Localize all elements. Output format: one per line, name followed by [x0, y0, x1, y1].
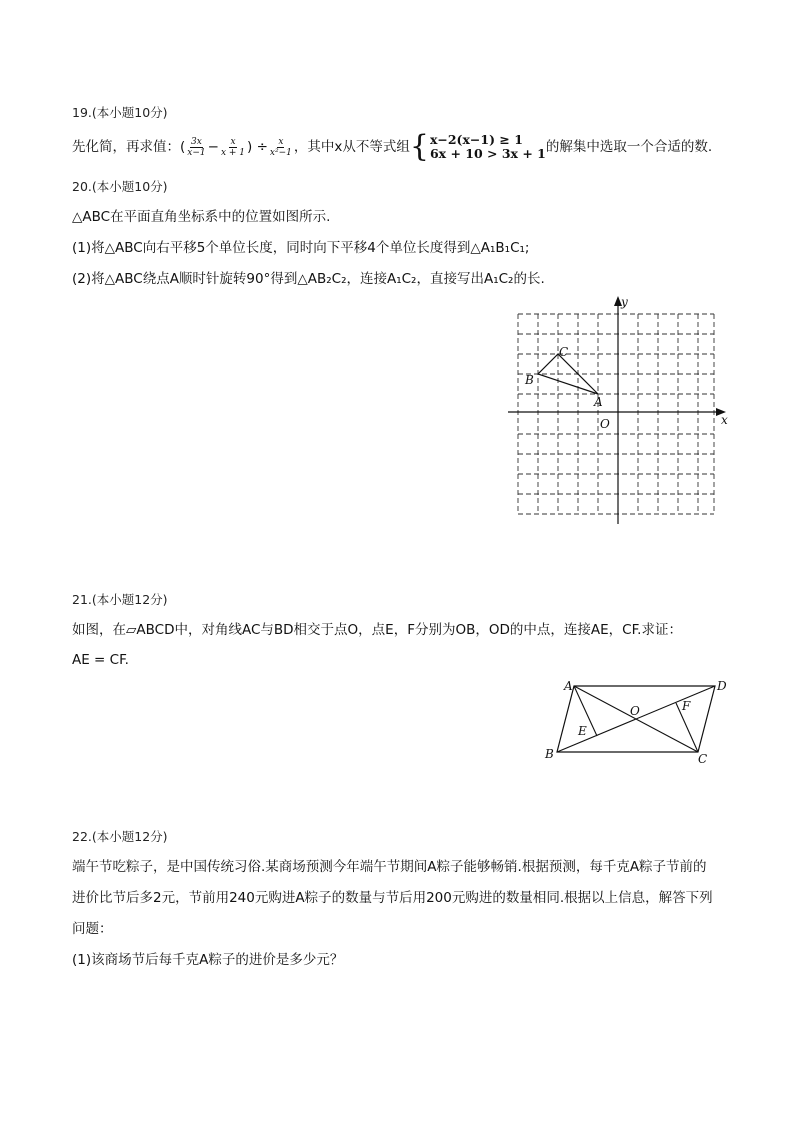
q19-frac1-den: x−1	[187, 147, 206, 158]
q19-close-div: ) ÷	[247, 139, 268, 155]
point-c-label: C	[698, 752, 708, 766]
point-c-label: C	[559, 345, 569, 359]
q20-line3: (2)将△ABC绕点A顺时针旋转90°得到△AB₂C₂，连接A₁C₂，直接写出A₁C₂的长.	[72, 271, 545, 287]
q22-line2: 进价比节后多2元，节前用240元购进A粽子的数量与节后用200元购进的数量相同.根据以上信息，解答下列	[72, 890, 713, 906]
q19-suffix: 的解集中选取一个合适的数.	[545, 139, 713, 155]
q19-frac2-num: x	[230, 136, 236, 147]
q19-inequality-1: x−2(x−1) ≥ 1	[429, 132, 523, 147]
q19-inequality-2: 6x + 10 > 3x + 1	[429, 146, 546, 161]
brace-icon: {	[409, 129, 429, 164]
q22-header: 22.(本小题12分)	[72, 829, 168, 844]
q19-frac2-den: x + 1	[220, 147, 246, 158]
q22-line1: 端午节吃粽子，是中国传统习俗.某商场预测今年端午节期间A粽子能够畅销.根据预测，每千克A粽子节前的	[72, 859, 707, 875]
q19-middle: ，其中x从不等式组	[293, 139, 410, 155]
q22-line4: (1)该商场节后每千克A粽子的进价是多少元？	[72, 952, 344, 968]
q19-minus: −	[207, 139, 219, 155]
point-a-label: A	[564, 679, 573, 693]
q20-line2: (1)将△ABC向右平移5个单位长度，同时向下平移4个单位长度得到△A₁B₁C₁;	[72, 240, 530, 256]
q19-frac3-den: x²−1	[269, 147, 292, 158]
q19-prefix: 先化简，再求值：(	[72, 139, 186, 155]
q21-header: 21.(本小题12分)	[72, 592, 168, 607]
x-axis-label: x	[721, 413, 728, 427]
q19-frac2	[220, 137, 246, 158]
q21-parallelogram-figure	[540, 672, 740, 772]
y-axis-label: y	[621, 295, 628, 309]
point-o-label: O	[630, 704, 640, 718]
q19-inequality-system	[409, 129, 546, 164]
q21-line1: 如图，在▱ABCD中，对角线AC与BD相交于点O，点E，F分别为OB，OD的中点，连接AE，CF.求证：	[72, 622, 682, 638]
point-e-label: E	[578, 724, 587, 738]
q19-header: 19.(本小题10分)	[72, 105, 168, 120]
q22-line3: 问题：	[72, 921, 113, 937]
q21-line2: AE = CF.	[72, 652, 129, 668]
grid-lines	[518, 314, 714, 514]
point-a-label: A	[594, 395, 603, 409]
point-f-label: F	[682, 699, 691, 713]
diagonal-bd	[557, 686, 715, 752]
q20-coordinate-grid-figure	[500, 290, 740, 530]
q20-line1: △ABC在平面直角坐标系中的位置如图所示.	[72, 209, 331, 225]
q19-frac1-num: 3x	[191, 136, 202, 147]
point-d-label: D	[717, 679, 727, 693]
origin-label: O	[600, 417, 610, 431]
q20-header: 20.(本小题10分)	[72, 179, 168, 194]
q19-body	[72, 129, 713, 164]
point-b-label: B	[525, 373, 534, 387]
q19-frac1	[186, 137, 206, 158]
q19-frac3	[269, 137, 293, 158]
point-b-label: B	[545, 747, 554, 761]
q19-frac3-num: x	[278, 136, 284, 147]
